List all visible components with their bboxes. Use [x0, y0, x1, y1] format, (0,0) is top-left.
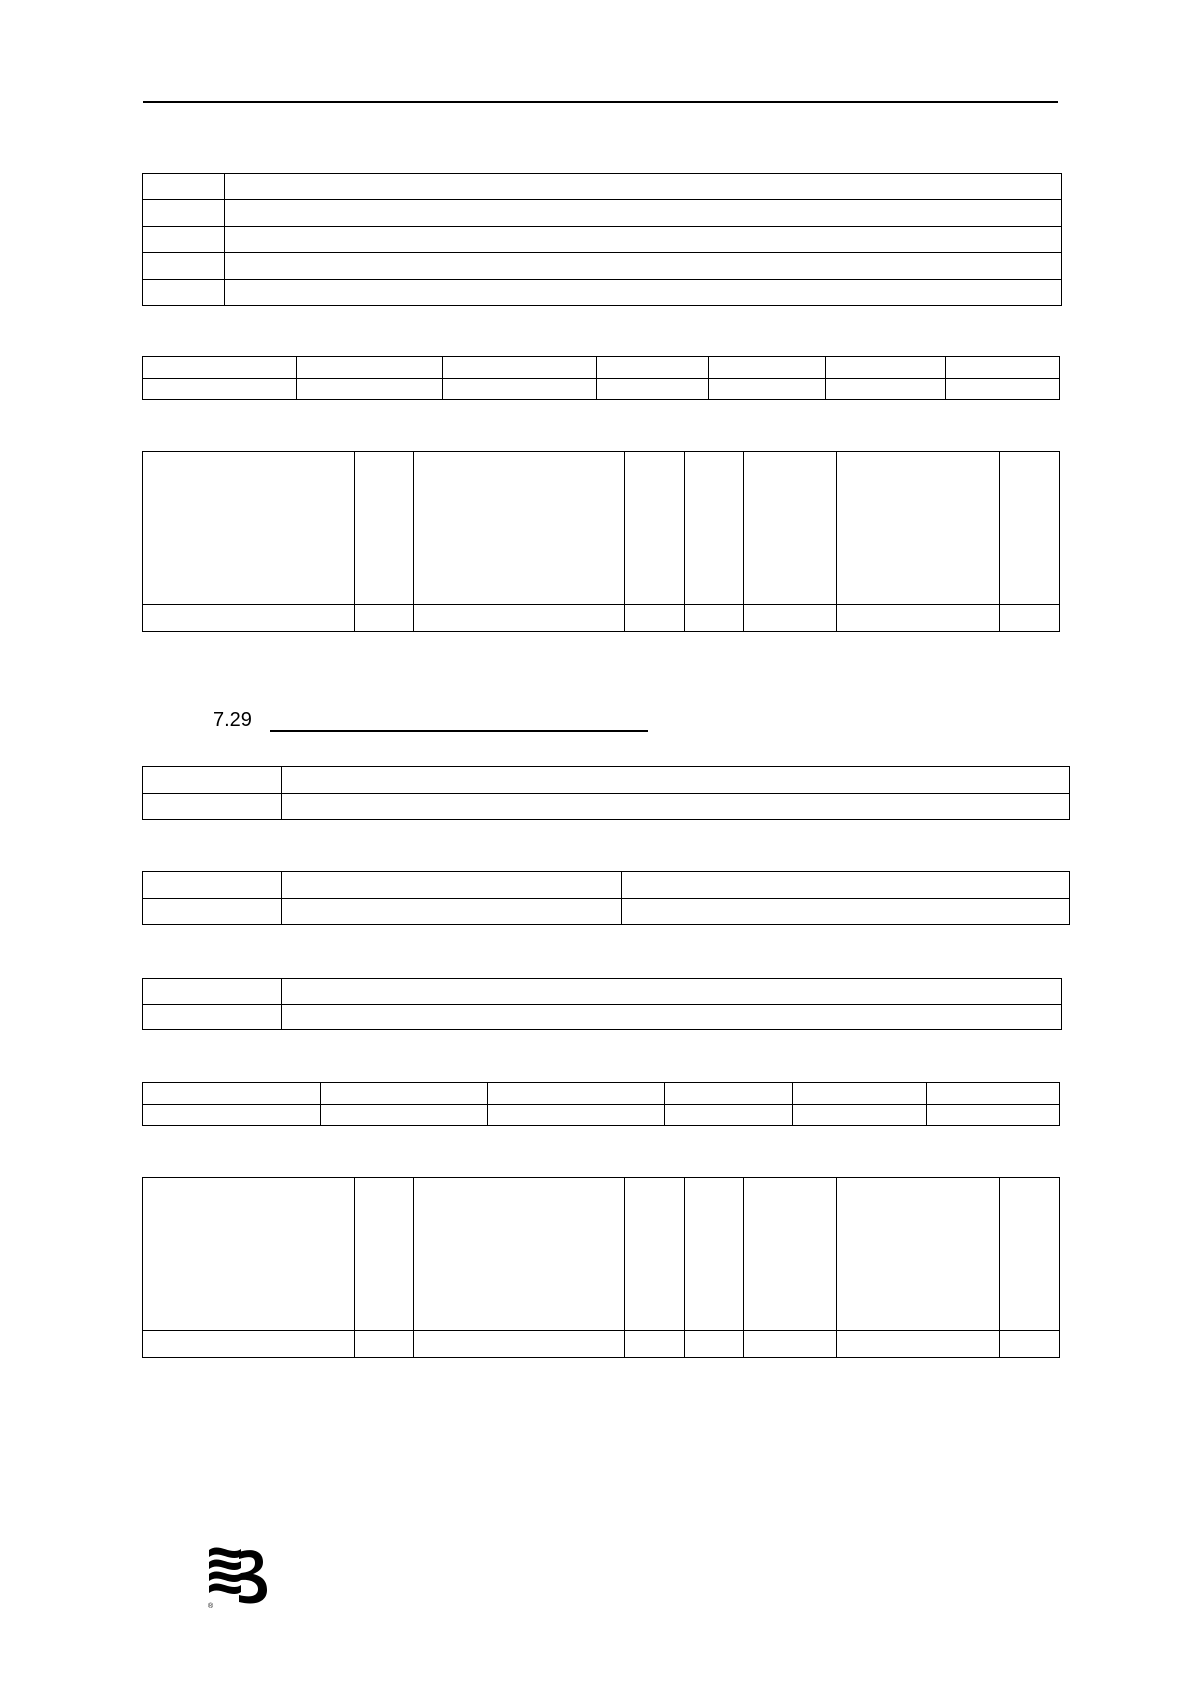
table-cell — [665, 1104, 793, 1126]
table-row — [143, 979, 1062, 1005]
table-row — [143, 200, 1062, 226]
table-cell — [837, 605, 1000, 632]
table-cell — [414, 1331, 625, 1358]
table-cell — [143, 1083, 321, 1105]
table-cell — [297, 378, 443, 400]
table-3 — [142, 451, 1060, 632]
table-1 — [142, 173, 1062, 306]
table-cell — [625, 605, 685, 632]
table-cell — [1000, 1178, 1060, 1331]
table-cell — [927, 1104, 1060, 1126]
table-cell — [282, 1004, 1062, 1030]
table-cell — [597, 378, 709, 400]
section-title-underline — [270, 730, 648, 732]
table-cell — [927, 1083, 1060, 1105]
table-cell — [837, 1331, 1000, 1358]
table-cell — [282, 767, 1070, 794]
table-cell — [143, 357, 297, 379]
table-cell — [744, 1178, 837, 1331]
table-cell — [597, 357, 709, 379]
table-cell — [143, 279, 225, 305]
table-cell — [622, 872, 1070, 899]
table-cell — [225, 174, 1062, 200]
table-cell — [143, 200, 225, 226]
company-logo-icon — [205, 1540, 277, 1612]
table-cell — [143, 1104, 321, 1126]
table-cell — [837, 1178, 1000, 1331]
table-cell — [685, 1178, 744, 1331]
table-row — [143, 767, 1070, 794]
table-cell — [488, 1104, 665, 1126]
header-rule — [143, 101, 1058, 103]
table-cell — [488, 1083, 665, 1105]
table-cell — [625, 1178, 685, 1331]
table-cell — [143, 793, 282, 820]
table-cell — [443, 357, 597, 379]
table-row — [143, 1004, 1062, 1030]
table-6 — [142, 978, 1062, 1030]
table-cell — [143, 452, 355, 605]
table-cell — [946, 378, 1060, 400]
table-row — [143, 872, 1070, 899]
table-cell — [321, 1104, 488, 1126]
table-cell — [826, 357, 946, 379]
table-cell — [143, 1331, 355, 1358]
table-cell — [143, 898, 282, 925]
table-row — [143, 1104, 1060, 1126]
table-header-row — [143, 1178, 1060, 1331]
table-cell — [685, 452, 744, 605]
table-cell — [143, 605, 355, 632]
table-cell — [1000, 452, 1060, 605]
table-cell — [282, 898, 622, 925]
table-7 — [142, 1082, 1060, 1126]
table-cell — [282, 979, 1062, 1005]
table-cell — [143, 767, 282, 794]
table-cell — [826, 378, 946, 400]
table-row — [143, 793, 1070, 820]
table-cell — [625, 452, 685, 605]
registered-mark: ® — [208, 1603, 214, 1610]
table-row — [143, 605, 1060, 632]
table-cell — [143, 1004, 282, 1030]
table-cell — [744, 1331, 837, 1358]
table-cell — [355, 452, 414, 605]
table-cell — [225, 279, 1062, 305]
table-cell — [1000, 605, 1060, 632]
table-cell — [443, 378, 597, 400]
table-row — [143, 279, 1062, 305]
table-cell — [143, 378, 297, 400]
section-number: 7.29 — [213, 709, 252, 731]
table-cell — [143, 226, 225, 252]
table-cell — [622, 898, 1070, 925]
table-cell — [414, 1178, 625, 1331]
table-row — [143, 1083, 1060, 1105]
table-cell — [225, 200, 1062, 226]
table-cell — [625, 1331, 685, 1358]
table-cell — [837, 452, 1000, 605]
table-cell — [355, 1178, 414, 1331]
table-cell — [685, 605, 744, 632]
table-cell — [225, 253, 1062, 279]
table-cell — [665, 1083, 793, 1105]
table-cell — [297, 357, 443, 379]
table-cell — [143, 979, 282, 1005]
table-row — [143, 898, 1070, 925]
table-cell — [685, 1331, 744, 1358]
table-cell — [225, 226, 1062, 252]
table-cell — [143, 872, 282, 899]
table-cell — [709, 357, 826, 379]
table-cell — [709, 378, 826, 400]
table-cell — [744, 605, 837, 632]
table-8 — [142, 1177, 1060, 1358]
table-cell — [793, 1104, 927, 1126]
table-2 — [142, 356, 1060, 400]
table-cell — [282, 793, 1070, 820]
table-5 — [142, 871, 1070, 925]
table-cell — [282, 872, 622, 899]
table-row — [143, 226, 1062, 252]
table-row — [143, 1331, 1060, 1358]
table-cell — [143, 1178, 355, 1331]
table-cell — [414, 605, 625, 632]
table-cell — [946, 357, 1060, 379]
table-row — [143, 253, 1062, 279]
table-cell — [143, 253, 225, 279]
table-row — [143, 357, 1060, 379]
table-row — [143, 378, 1060, 400]
table-cell — [744, 452, 837, 605]
table-cell — [143, 174, 225, 200]
table-cell — [355, 1331, 414, 1358]
table-header-row — [143, 452, 1060, 605]
table-cell — [793, 1083, 927, 1105]
table-cell — [355, 605, 414, 632]
table-cell — [1000, 1331, 1060, 1358]
table-4 — [142, 766, 1070, 820]
table-cell — [414, 452, 625, 605]
table-cell — [321, 1083, 488, 1105]
table-row — [143, 174, 1062, 200]
